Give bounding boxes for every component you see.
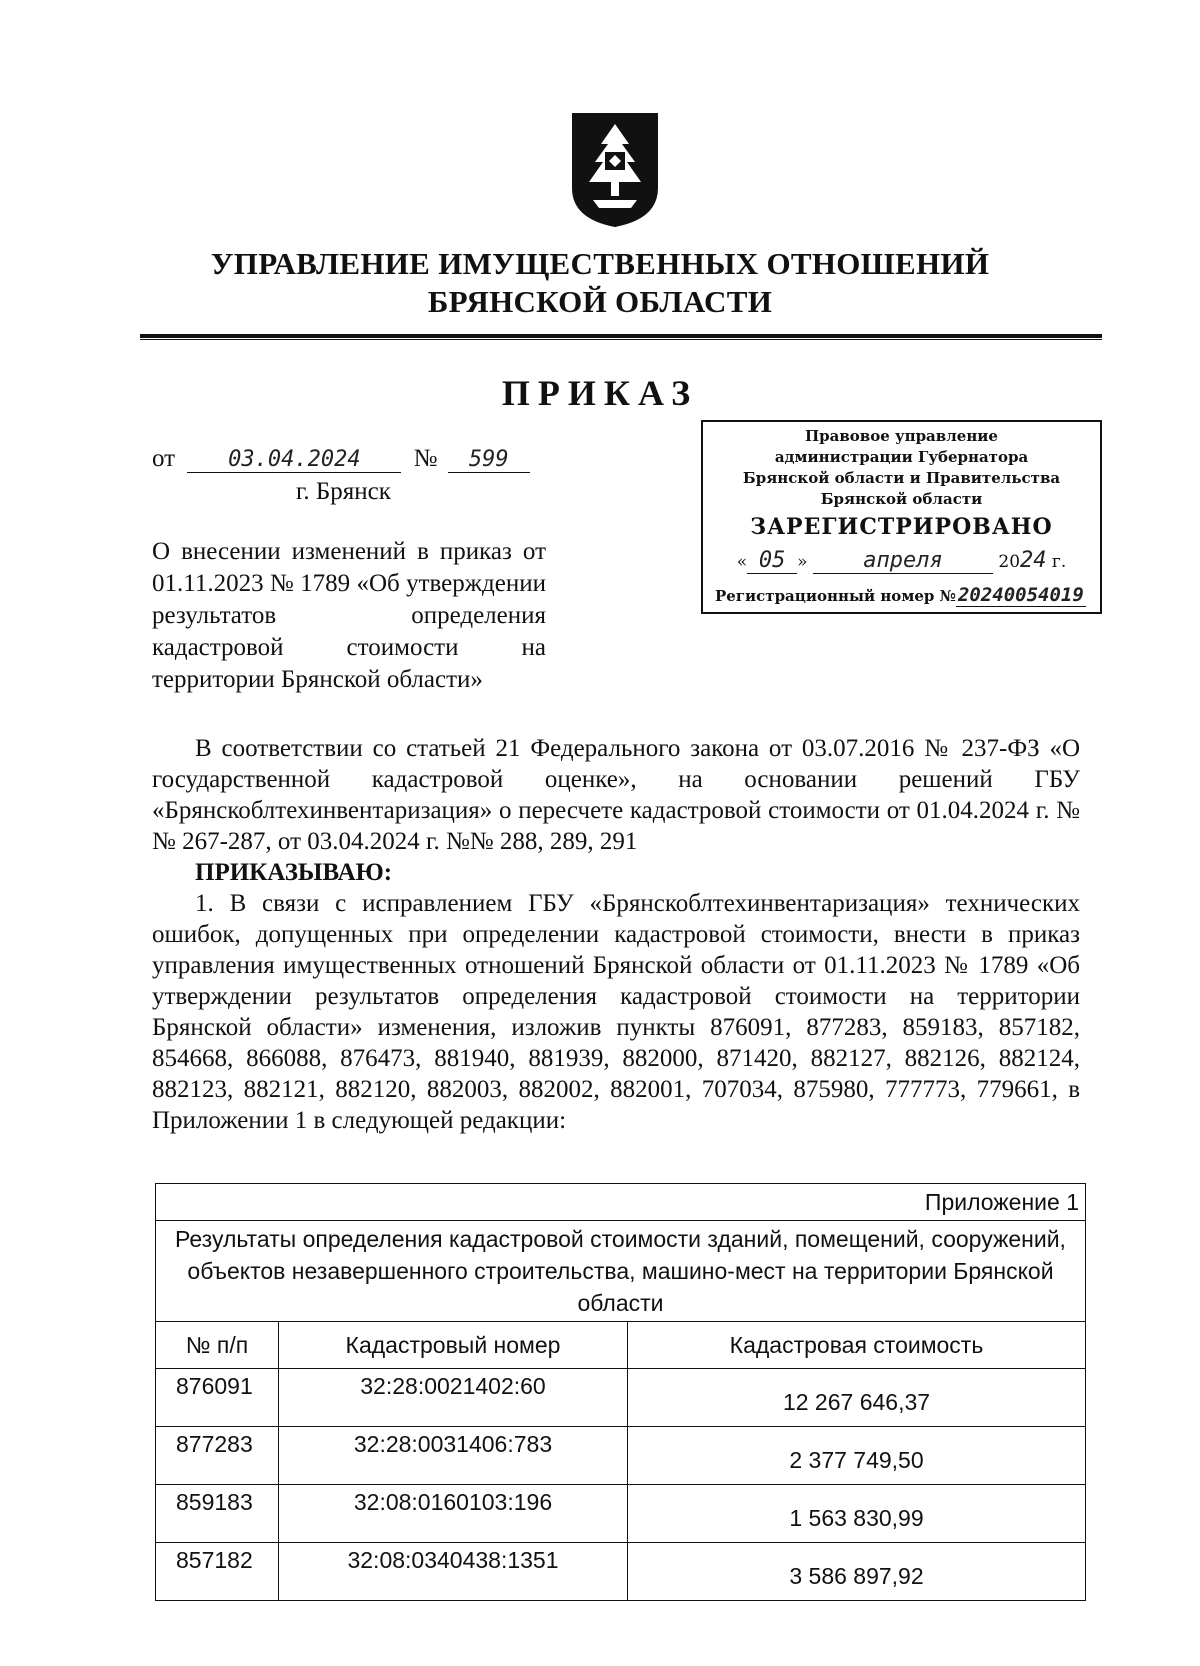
stamp-line-3: Брянской области и Правительства [742,469,1061,487]
row-cadastral: 32:08:0160103:196 [279,1485,628,1543]
row-value: 1 563 830,99 [628,1485,1086,1543]
table-row [156,1543,1086,1601]
row-number: 876091 [156,1369,279,1427]
order-word: ПРИКАЗЫВАЮ: [195,859,393,886]
annex-label: Приложение 1 [156,1184,1086,1221]
stamp-day: 05 [747,548,797,574]
annex-caption: Результаты определения кадастровой стоимости зданий, помещений, сооружений, объектов незавершенного строительства, машино-мест на территории Брянской области [156,1221,1086,1322]
stamp-line-4: Брянской области [820,490,983,508]
stamp-year-prefix: 20 [998,552,1021,572]
registration-stamp [701,420,1102,614]
org-name-line2: БРЯНСКОЙ ОБЛАСТИ [427,284,773,319]
from-label: от [152,445,176,472]
row-value: 2 377 749,50 [628,1427,1086,1485]
column-header-cadastral: Кадастровый номер [279,1322,628,1369]
order-date: 03.04.2024 [187,447,401,473]
stamp-reg-label: Регистрационный номер № [715,587,956,605]
table-row [156,1485,1086,1543]
row-number: 877283 [156,1427,279,1485]
stamp-year-suffix: 24 [1020,548,1047,573]
column-header-number: № п/п [156,1322,279,1369]
stamp-registered: ЗАРЕГИСТРИРОВАНО [750,514,1053,540]
header-rule [140,334,1102,338]
header-rule-thin [140,339,1102,340]
stamp-reg-number: 20240054019 [956,584,1086,607]
row-cadastral: 32:28:0021402:60 [279,1369,628,1427]
order-number: 599 [448,447,530,473]
row-value: 3 586 897,92 [628,1543,1086,1601]
stamp-year-unit: г. [1051,552,1067,572]
item-1: 1. В связи с исправлением ГБУ «Брянскоблтехинвентаризация» технических ошибок, допущенных при определении кадастровой стоимости, внести в приказ управления имущественных отношений Брянской области от 01.11.2023 № 1789 «Об утверждении результатов определения кадастровой стоимости на территории Брянской области» изменения, изложив пункты 876091, 877283, 859183, 857182, 854668, 866088, 876473, 881940, 881939, 882000, 871420, 882127, 882126, 882124, 882123, 882121, 882120, 882003, 882002, 882001, 707034, 875980, 777773, 779661, в Приложении 1 в следующей редакции: [152,890,1080,1134]
row-cadastral: 32:28:0031406:783 [279,1427,628,1485]
preamble: В соответствии со статьей 21 Федерального закона от 03.07.2016 № 237-ФЗ «О государственной кадастровой оценке», на основании решений ГБУ «Брянскоблтехинвентаризация» о пересчете кадастровой стоимости от 01.04.2024 г. №№ 267-287, от 03.04.2024 г. №№ 288, 289, 291 [152,735,1080,855]
org-name-line1: УПРАВЛЕНИЕ ИМУЩЕСТВЕННЫХ ОТНОШЕНИЙ [210,246,990,281]
document-title: ПРИКАЗ [501,373,699,413]
annex-table [155,1183,1086,1601]
table-row [156,1369,1086,1427]
stamp-month: апреля [813,548,993,574]
order-city: г. Брянск [296,478,391,505]
stamp-line-1: Правовое управление [805,427,998,445]
coat-of-arms-icon [569,110,661,230]
stamp-line-2: администрации Губернатора [774,448,1029,466]
row-number: 857182 [156,1543,279,1601]
row-number: 859183 [156,1485,279,1543]
order-meta [152,445,530,473]
column-header-value: Кадастровая стоимость [628,1322,1086,1369]
stamp-reg-number-row [703,584,1100,607]
row-value: 12 267 646,37 [628,1369,1086,1427]
row-cadastral: 32:08:0340438:1351 [279,1543,628,1601]
table-row [156,1427,1086,1485]
number-label: № [413,445,438,472]
stamp-date: « 05 » апреля 2024 г. [736,548,1067,573]
order-subject: О внесении изменений в приказ от 01.11.2023 № 1789 «Об утверждении результатов определения кадастровой стоимости на территории Брянской области» [152,538,546,693]
